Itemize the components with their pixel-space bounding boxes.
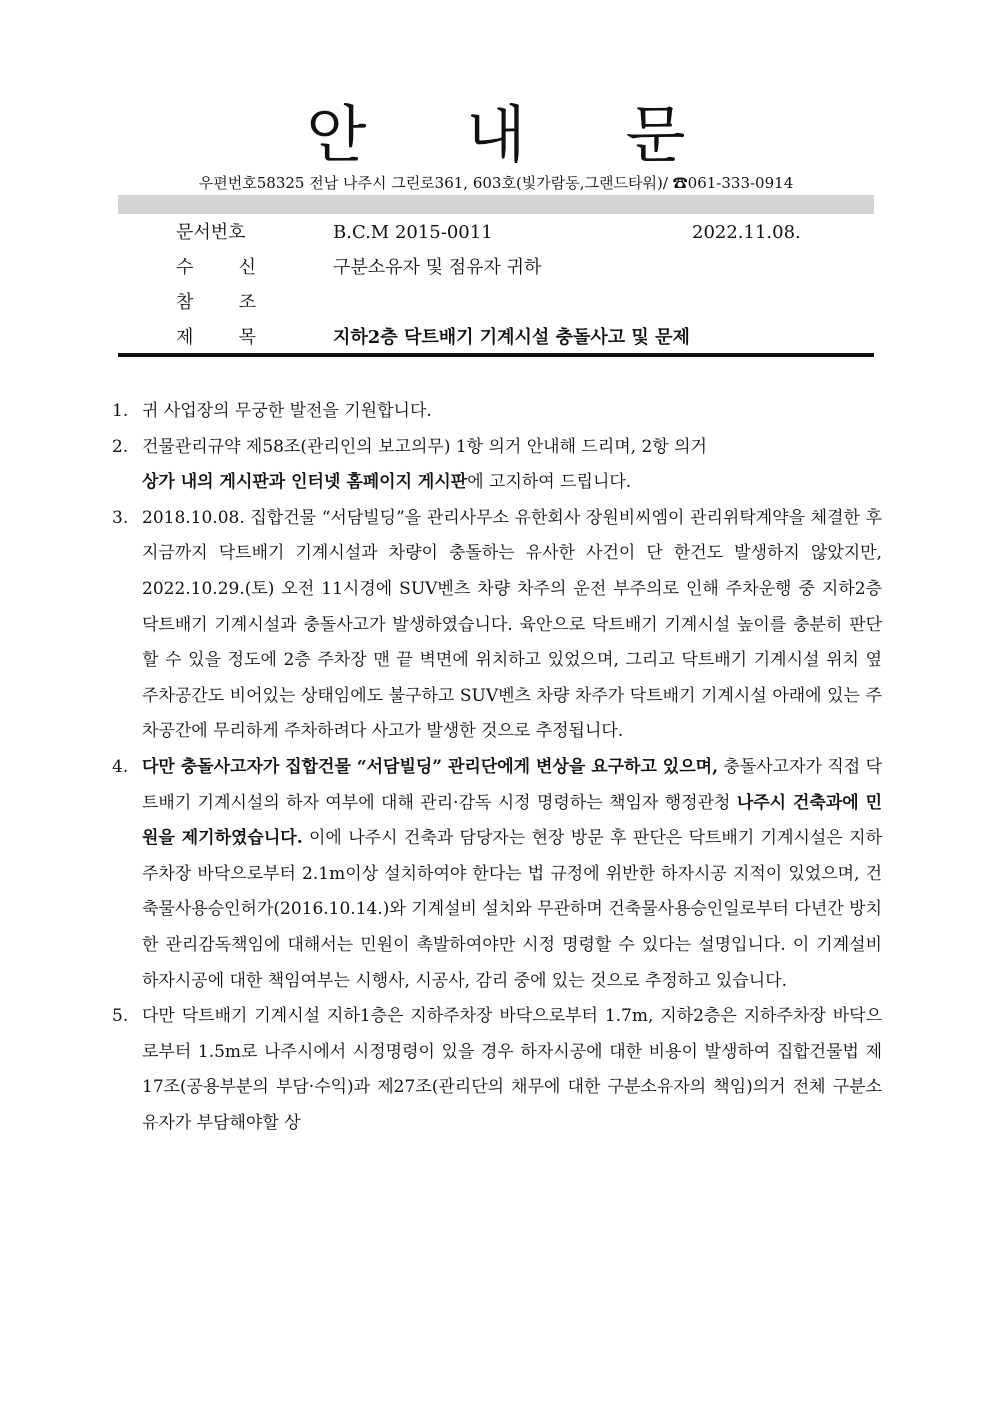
list-item [112,501,882,750]
header-divider [118,353,874,357]
doc-no-value: B.C.M 2015-0011 [333,222,493,243]
sender-address: 우편번호58325 전남 나주시 그린로361, 603호(빛가람동,그랜드타워)/ ☎061-333-0914 [198,174,794,192]
doc-date: 2022.11.08. [692,222,801,243]
emphasis-text: 나주시 건축과에 민원을 제기하였습니다. [142,792,882,849]
list-item [112,430,882,501]
item-text: 귀 사업장의 무궁한 발전을 기원합니다. [142,401,432,421]
item-text: 2018.10.08. 집합건물 “서담빌딩”을 관리사무소 유한회사 장원비씨엠이 관리위탁계약을 체결한 후 지금까지 닥트배기 기계시설과 차량이 충돌하는 유사한 사건이 단 한건도 발생하지 않았지만, 2022.10.29.(토) 오전 11시경에 SUV벤츠 차량 차주의 운전 부주의로 인해 주차운행 중 지하2층 닥트배기 기계시설과 충돌사고가 발생하였습니다. 육안으로 닥트배기 기계시설 높이를 충분히 판단할 수 있을 정도에 2층 주차장 맨 끝 벽면에 위치하고 있었으며, 그리고 닥트배기 기계시설 위치 옆 주차공간도 비어있는 상태임에도 불구하고 SUV벤츠 차량 차주가 닥트배기 기계시설 아래에 있는 주차공간에 무리하게 주차하려다 사고가 발생한 것으로 추정됩니다. [142,507,882,742]
list-item [112,394,882,430]
item-number: 4. [112,756,129,777]
list-item [112,999,882,1141]
subject-label: 제 목 [176,327,256,348]
doc-no-label: 문서번호 [176,222,246,243]
item-text: 다만 충돌사고자가 집합건물 “서담빌딩” 관리단에게 변상을 요구하고 있으며, 충돌사고자가 직접 닥트배기 기계시설의 하자 여부에 대해 관리·감독 시정 명령하는 책임자 행정관청 나주시 건축과에 민원을 제기하였습니다. 이에 나주시 건축과 담당자는 현장 방문 후 판단은 닥트배기 기계시설은 지하주차장 바닥으로부터 2.1m이상 설치하여야 한다는 법 규정에 위반한 하자시공 지적이 있었으며, 건축물사용승인허가(2016.10.14.)와 기계설비 설치와 무관하며 건축물사용승인일로부터 다년간 방치한 관리감독책임에 대해서는 민원이 촉발하여야만 시정 명령할 수 있다는 설명입니다. 이 기계설비 하자시공에 대한 책임여부는 시행사, 시공사, 감리 중에 있는 것으로 추정하고 있습니다. [142,756,883,991]
recipient-label: 수 신 [176,257,256,278]
item-number: 5. [112,1006,129,1027]
item-text: 다만 닥트배기 기계시설 지하1층은 지하주차장 바닥으로부터 1.7m, 지하2층은 지하주차장 바닥으로부터 1.5m로 나주시에서 시정명령이 있을 경우 하자시공에 대한 비용이 발생하여 집합건물법 제17조(공용부분의 부담·수익)과 제27조(관리단의 채무에 대한 구분소유자의 책임)의거 전체 구분소유자가 부담해야할 상 [142,1006,882,1133]
list-item [112,750,882,999]
item-number: 2. [112,436,129,457]
item-number: 3. [112,507,129,528]
emphasis-text: 다만 충돌사고자가 집합건물 “서담빌딩” 관리단에게 변상을 요구하고 있으며, [142,756,718,777]
reference-label: 참 조 [176,292,256,313]
item-text: 건물관리규약 제58조(관리인의 보고의무) 1항 의거 안내해 드리며, 2항 의거 상가 내의 게시판과 인터넷 홈페이지 게시판에 고지하여 드립니다. [142,436,707,493]
header-shade-bar [118,195,874,214]
document-title: 안 내 문 [306,98,726,171]
item-number: 1. [112,401,129,421]
subject-value: 지하2층 닥트배기 기계시설 충돌사고 및 문제 [333,327,690,348]
notice-body [112,394,882,1141]
recipient-value: 구분소유자 및 점유자 귀하 [333,257,542,278]
emphasis-text: 상가 내의 게시판과 인터넷 홈페이지 게시판 [142,472,468,493]
